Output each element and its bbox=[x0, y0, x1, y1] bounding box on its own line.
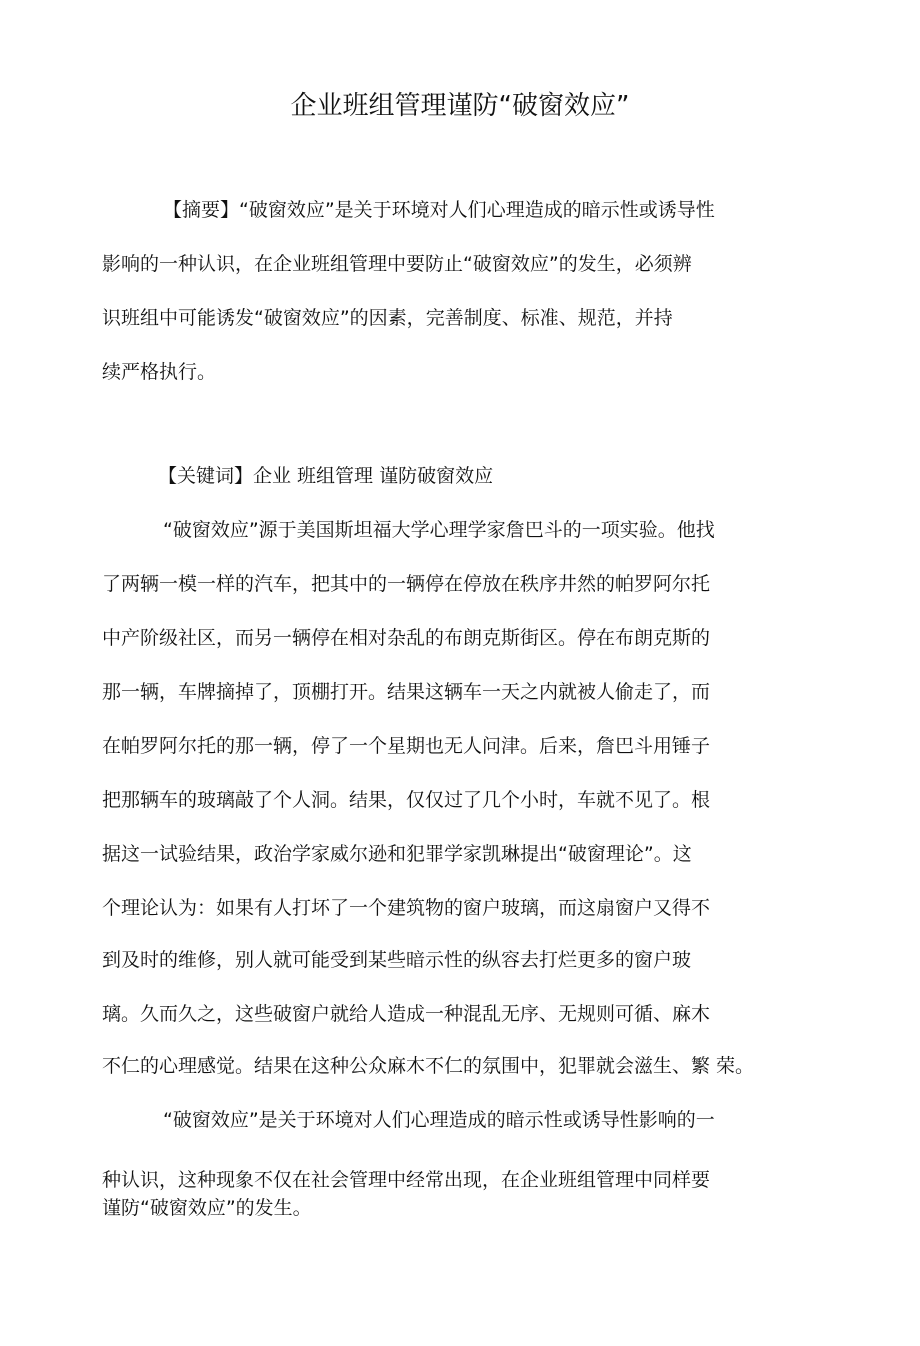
paragraph-line: 在帕罗阿尔托的那一辆，停了一个星期也无人问津。后来，詹巴斗用锤子 bbox=[102, 735, 711, 757]
paragraph-line: “破窗效应”源于美国斯坦福大学心理学家詹巴斗的一项实验。他找 bbox=[163, 519, 715, 541]
paragraph-line: 把那辆车的玻璃敲了个人洞。结果，仅仅过了几个小时，车就不见了。根 bbox=[102, 789, 711, 811]
paragraph-line: 个理论认为：如果有人打坏了一个建筑物的窗户玻璃，而这扇窗户又得不 bbox=[102, 897, 711, 919]
paragraph-line: 璃。久而久之，这些破窗户就给人造成一种混乱无序、无规则可循、麻木 bbox=[102, 1003, 711, 1025]
paragraph-line: 了两辆一模一样的汽车，把其中的一辆停在停放在秩序井然的帕罗阿尔托 bbox=[102, 573, 711, 595]
paragraph-line: 那一辆，车牌摘掉了，顶棚打开。结果这辆车一天之内就被人偷走了，而 bbox=[102, 681, 711, 703]
keywords-line: 【关键词】企业 班组管理 谨防破窗效应 bbox=[158, 465, 494, 487]
document-title: 企业班组管理谨防“破窗效应” bbox=[290, 91, 630, 121]
abstract-line: 影响的一种认识，在企业班组管理中要防止“破窗效应”的发生，必须辨 bbox=[102, 253, 692, 275]
paragraph-line: 到及时的维修，别人就可能受到某些暗示性的纵容去打烂更多的窗户玻 bbox=[102, 949, 692, 971]
paragraph-line: 不仁的心理感觉。结果在这种公众麻木不仁的氛围中，犯罪就会滋生、繁 荣。 bbox=[102, 1055, 755, 1077]
paragraph-line: 种认识，这种现象不仅在社会管理中经常出现，在企业班组管理中同样要 bbox=[102, 1169, 711, 1191]
paragraph-line: 据这一试验结果，政治学家威尔逊和犯罪学家凯琳提出“破窗理论”。这 bbox=[102, 843, 692, 865]
paragraph-line: “破窗效应”是关于环境对人们心理造成的暗示性或诱导性影响的一 bbox=[163, 1109, 715, 1131]
abstract-line: 【摘要】“破窗效应”是关于环境对人们心理造成的暗示性或诱导性 bbox=[163, 199, 715, 221]
paragraph-line: 中产阶级社区，而另一辆停在相对杂乱的布朗克斯街区。停在布朗克斯的 bbox=[102, 627, 711, 649]
paragraph-line: 谨防“破窗效应”的发生。 bbox=[102, 1197, 312, 1219]
abstract-line: 识班组中可能诱发“破窗效应”的因素，完善制度、标准、规范，并持 bbox=[102, 307, 673, 329]
abstract-line: 续严格执行。 bbox=[102, 361, 217, 383]
